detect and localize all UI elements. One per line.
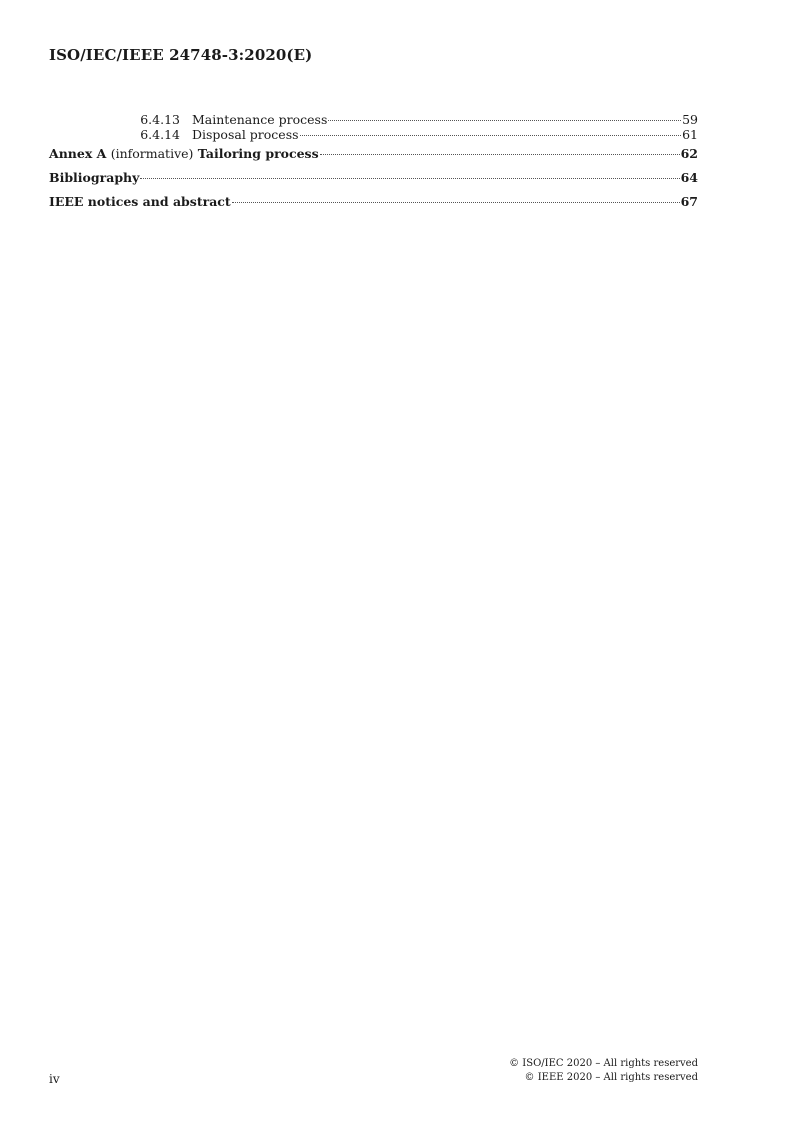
toc-entry-page: 59 [682,112,698,127]
toc-dot-leader [140,178,679,179]
toc-entry-annex-a[interactable] [49,142,698,166]
toc-entry-title [49,142,319,166]
annex-label: Annex A [49,146,107,161]
toc-entry-6-4-14[interactable] [49,127,698,142]
copyright-ieee: © IEEE 2020 – All rights reserved [524,1072,698,1083]
document-header: ISO/IEC/IEEE 24748-3:2020(E) [49,46,313,64]
toc-dot-leader [232,202,680,203]
toc-entry-number: 6.4.13 [140,112,180,127]
toc-entry-page: 67 [680,194,698,209]
toc-entry-page: 61 [682,127,698,142]
annex-qualifier: (informative) [110,146,194,161]
toc-entry-bibliography[interactable] [49,166,698,190]
toc-entry-page: 62 [680,146,698,161]
toc-entry-title: Disposal process [192,127,299,142]
toc-entry-title: Maintenance process [192,112,328,127]
toc-dot-leader [300,135,682,136]
annex-title: Tailoring process [197,146,319,161]
toc-entry-page: 64 [680,170,698,185]
toc-entry-ieee-notices[interactable] [49,190,698,214]
toc-entry-number: 6.4.14 [140,127,180,142]
toc-dot-leader [328,120,681,121]
page-number: iv [49,1072,60,1086]
table-of-contents [49,112,698,214]
copyright-iso: © ISO/IEC 2020 – All rights reserved [509,1058,698,1069]
toc-entry-title: IEEE notices and abstract [49,194,231,209]
toc-entry-6-4-13[interactable] [49,112,698,127]
toc-dot-leader [320,154,680,155]
copyright-notice [509,1057,698,1085]
toc-entry-title: Bibliography [49,170,140,185]
